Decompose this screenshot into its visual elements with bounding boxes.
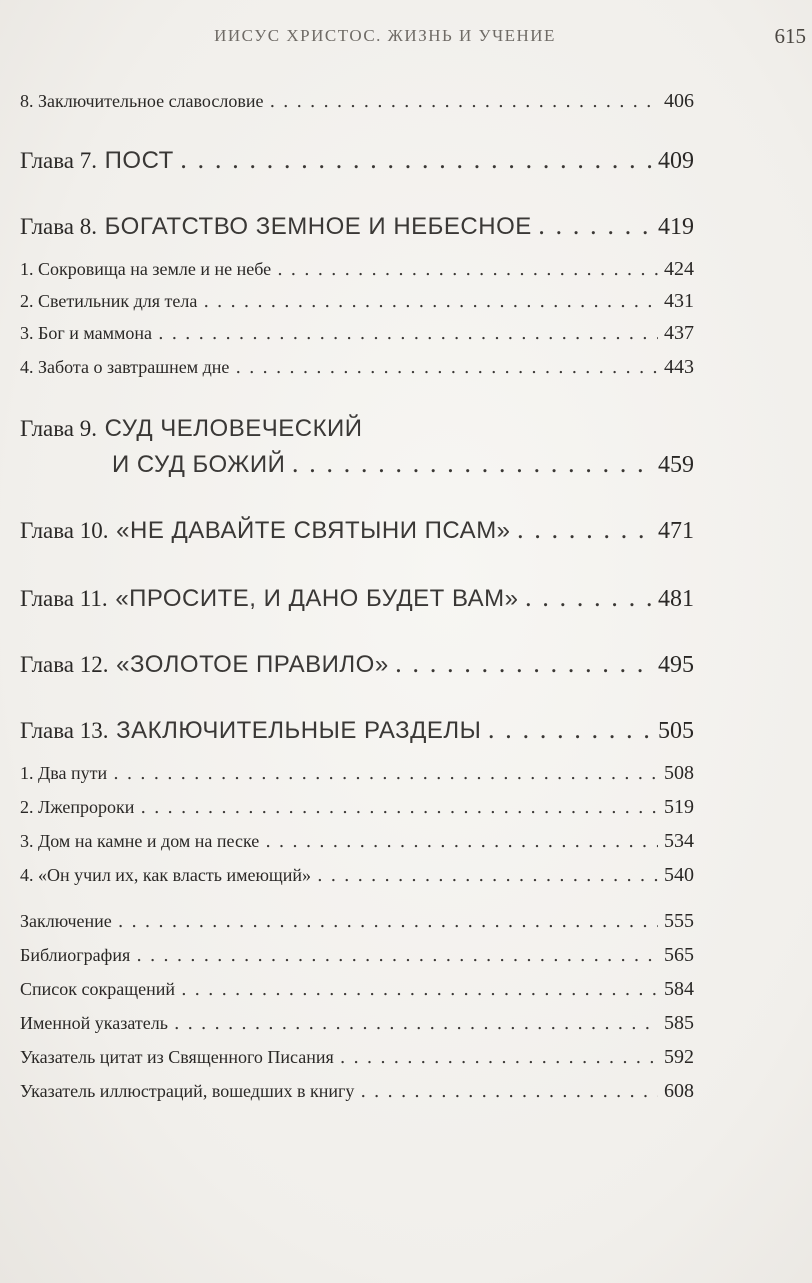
- leader-dots: [525, 584, 652, 612]
- toc-entry-page: 608: [664, 1080, 694, 1102]
- toc-entry-name-index: [20, 1012, 694, 1035]
- chapter-title: БОГАТСТВО ЗЕМНОЕ И НЕБЕСНОЕ: [104, 213, 532, 240]
- toc-entry-house-rock: [20, 830, 694, 853]
- chapter-title: «НЕ ДАВАЙТЕ СВЯТЫНИ ПСАМ»: [116, 517, 511, 544]
- leader-dots: [340, 1047, 658, 1068]
- toc-entry-page: 481: [658, 586, 694, 612]
- toc-entry-label: Именной указатель: [20, 1013, 168, 1033]
- chapter-title: «ПРОСИТЕ, И ДАНО БУДЕТ ВАМ»: [115, 585, 519, 612]
- leader-dots: [487, 716, 652, 744]
- page-number: 615: [774, 24, 806, 48]
- toc-entry-label: 3. Бог и маммона: [20, 323, 153, 343]
- toc-entry-label: Список сокращений: [20, 979, 175, 999]
- toc-entry-two-ways: [20, 762, 694, 785]
- leader-dots: [395, 650, 652, 678]
- leader-dots: [235, 357, 658, 378]
- toc-entry-tomorrow: [20, 356, 694, 379]
- toc-entry-god-mammon: [20, 322, 694, 345]
- leader-dots: [277, 259, 658, 280]
- toc-entry-page: 508: [664, 762, 694, 784]
- toc-entry-label: 3. Дом на камне и дом на песке: [20, 831, 260, 851]
- leader-dots: [538, 212, 652, 240]
- chapter-prefix: Глава 7.: [20, 148, 98, 173]
- toc-entry-abbreviations: [20, 978, 694, 1001]
- toc-entry-label: Заключение: [20, 911, 112, 931]
- leader-dots: [269, 91, 658, 112]
- leader-dots: [180, 146, 652, 174]
- toc-entry-false-prophets: [20, 796, 694, 819]
- toc-entry-conclusion-doxology: [20, 90, 694, 113]
- toc-entry-label: Указатель цитат из Священного Писания: [20, 1047, 334, 1067]
- chapter-title: ПОСТ: [104, 147, 174, 174]
- toc-entry-page: 419: [658, 214, 694, 240]
- toc-entry-page: 555: [664, 910, 694, 932]
- toc-entry-page: 409: [658, 148, 694, 174]
- toc-entry-page: 437: [664, 322, 694, 344]
- toc-entry-authority: [20, 864, 694, 887]
- toc-chapter-7: [20, 146, 694, 175]
- toc-entry-page: 585: [664, 1012, 694, 1034]
- toc-entry-treasures: [20, 258, 694, 281]
- chapter-title: «ЗОЛОТОЕ ПРАВИЛО»: [116, 651, 389, 678]
- leader-dots: [174, 1013, 658, 1034]
- toc-chapter-11: [20, 584, 694, 613]
- toc-chapter-12: [20, 650, 694, 679]
- chapter-prefix: Глава 8.: [20, 214, 98, 239]
- toc-entry-page: 505: [658, 718, 694, 744]
- toc-entry-page: 459: [658, 452, 694, 478]
- toc-chapter-13: [20, 716, 694, 745]
- running-head: ИИСУС ХРИСТОС. ЖИЗНЬ И УЧЕНИЕ: [214, 26, 556, 45]
- chapter-prefix: Глава 10.: [20, 518, 109, 543]
- chapter-title: ЗАКЛЮЧИТЕЛЬНЫЕ РАЗДЕЛЫ: [116, 717, 482, 744]
- toc-entry-page: 534: [664, 830, 694, 852]
- toc-entry-label: 4. «Он учил их, как власть имеющий»: [20, 865, 312, 885]
- toc-entry-page: 431: [664, 290, 694, 312]
- toc-entry-label: 2. Лжепророки: [20, 797, 135, 817]
- toc-entry-illustrations-index: [20, 1080, 694, 1103]
- leader-dots: [265, 831, 658, 852]
- toc-entry-label: 4. Забота о завтрашнем дне: [20, 357, 230, 377]
- leader-dots: [360, 1081, 658, 1102]
- toc-entry-page: 495: [658, 652, 694, 678]
- toc-entry-bibliography: [20, 944, 694, 967]
- toc-entry-page: 406: [664, 90, 694, 112]
- leader-dots: [136, 945, 658, 966]
- toc-entry-label: 1. Сокровища на земле и не небе: [20, 259, 272, 279]
- toc-entry-page: 540: [664, 864, 694, 886]
- chapter-prefix: Глава 9.: [20, 416, 98, 441]
- chapter-prefix: Глава 12.: [20, 652, 109, 677]
- toc-entry-label: 8. Заключительное славословие: [20, 91, 264, 111]
- toc-chapter-9-line2: [20, 450, 694, 479]
- toc-chapter-8: [20, 212, 694, 241]
- leader-dots: [203, 291, 658, 312]
- toc-entry-page: 584: [664, 978, 694, 1000]
- toc-entry-label: 1. Два пути: [20, 763, 108, 783]
- leader-dots: [291, 450, 652, 478]
- toc-entry-page: 592: [664, 1046, 694, 1068]
- toc-entry-page: 424: [664, 258, 694, 280]
- toc-entry-lamp: [20, 290, 694, 313]
- toc-entry-label: Библиография: [20, 945, 131, 965]
- chapter-prefix: Глава 13.: [20, 718, 109, 743]
- toc-entry-scripture-index: [20, 1046, 694, 1069]
- toc-chapter-9: [20, 414, 694, 443]
- leader-dots: [118, 911, 658, 932]
- leader-dots: [113, 763, 658, 784]
- toc-entry-page: 471: [658, 518, 694, 544]
- chapter-title-continued: И СУД БОЖИЙ: [112, 451, 286, 478]
- toc-chapter-10: [20, 516, 694, 545]
- chapter-title: СУД ЧЕЛОВЕЧЕСКИЙ: [104, 415, 363, 442]
- leader-dots: [517, 516, 652, 544]
- toc-entry-page: 519: [664, 796, 694, 818]
- leader-dots: [317, 865, 658, 886]
- toc-entry-conclusion: [20, 910, 694, 933]
- toc-entry-page: 565: [664, 944, 694, 966]
- leader-dots: [181, 979, 658, 1000]
- toc-entry-page: 443: [664, 356, 694, 378]
- toc-entry-label: Указатель иллюстраций, вошедших в книгу: [20, 1081, 355, 1101]
- toc-entry-label: 2. Светильник для тела: [20, 291, 198, 311]
- leader-dots: [158, 323, 658, 344]
- leader-dots: [140, 797, 658, 818]
- chapter-prefix: Глава 11.: [20, 586, 108, 611]
